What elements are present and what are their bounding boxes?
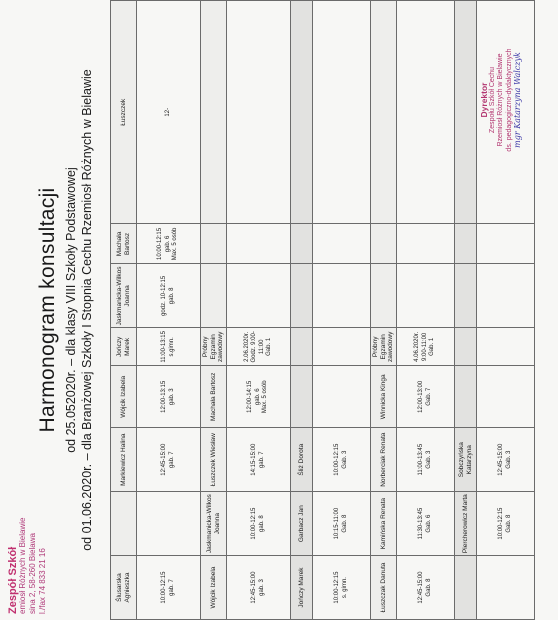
teacher-name-cell: Próbny Egzamin zawodowy (201, 328, 227, 366)
table-row (313, 1, 371, 620)
teacher-name-cell (455, 328, 477, 366)
teacher-name-cell: Jaskmanicka-Wilkos Joanna (111, 264, 137, 328)
teacher-name-cell: Garbacz Jan (291, 492, 313, 556)
director-stamp (480, 20, 523, 180)
teacher-name-cell: Śliż Dorota (291, 428, 313, 492)
schedule-cell: 12:45-15:00 Gab. 8 (397, 556, 455, 620)
schedule-cell (227, 224, 291, 264)
teacher-name-cell (455, 556, 477, 620)
schedule-cell (477, 224, 535, 264)
teacher-name-cell (455, 366, 477, 428)
teacher-name-cell (371, 264, 397, 328)
schedule-cell: 12:45-15:00 gab. 3 (227, 556, 291, 620)
schedule-cell: 11:00-13:15 s.gimn. (137, 328, 201, 366)
schedule-cell (313, 366, 371, 428)
schedule-cell: 12- (137, 1, 201, 224)
schedule-cell (477, 328, 535, 366)
schedule-cell (137, 492, 201, 556)
teacher-name-cell: Jaskmanicka-Wilkos Joanna (201, 492, 227, 556)
schedule-cell (313, 1, 371, 224)
teacher-name-cell (291, 328, 313, 366)
schedule-cell: 12:00-14:15 gab. 6 Max. 5 osób (227, 366, 291, 428)
teacher-name-cell: Piercherowicz Marta (455, 492, 477, 556)
schedule-cell: 10:00-12:15 gab. 6 Max. 5 osób (137, 224, 201, 264)
schedule-cell (227, 264, 291, 328)
schedule-cell: 12:00-13:00 Gab. 7 (397, 366, 455, 428)
table-row (227, 1, 291, 620)
teacher-name-cell: Jończy Marek (291, 556, 313, 620)
teacher-name-cell: Sobczyńska Katarzyna (455, 428, 477, 492)
teacher-name-cell (371, 1, 397, 224)
teacher-name-cell: Kamińska Renata (371, 492, 397, 556)
stamp-line-2: emiosł Różnych w Bielawie (18, 517, 27, 614)
schedule-cell: 10:00-12:15 Gab. 8 (477, 492, 535, 556)
teacher-name-cell: Jończy Marek (111, 328, 137, 366)
teacher-name-cell (455, 224, 477, 264)
schedule-cell (477, 556, 535, 620)
table-row (371, 1, 397, 620)
teacher-name-cell (291, 224, 313, 264)
table-row (397, 1, 455, 620)
schedule-cell: godz. 10-12:15 gab. 8 (137, 264, 201, 328)
table-row (455, 1, 477, 620)
schedule-table (110, 0, 535, 620)
schedule-cell: 12:45-15:00 Gab. 3 (477, 428, 535, 492)
table-row (201, 1, 227, 620)
teacher-name-cell (201, 224, 227, 264)
schedule-cell: 10:15-11:00 Gab. 8 (313, 492, 371, 556)
table-row (291, 1, 313, 620)
page-title: Harmonogram konsultacji (36, 187, 59, 433)
teacher-name-cell (291, 366, 313, 428)
teacher-name-cell (201, 1, 227, 224)
schedule-cell: 11:00-13:45 Gab. 3 (397, 428, 455, 492)
schedule-cell: 12:00-13:15 gab. 3 (137, 366, 201, 428)
schedule-cell: 10:00-12:15 gab. 7 (137, 556, 201, 620)
teacher-name-cell (455, 1, 477, 224)
teacher-name-cell: Łuszczek Wiesław (201, 428, 227, 492)
table-row (137, 1, 201, 620)
schedule-cell: 4.06.2020r. 9:00-11:00 Gab. 1 (397, 328, 455, 366)
schedule-cell: 10:00-12:15 gab. 8 (227, 492, 291, 556)
teacher-name-cell: Ślusarska Agnieszka (111, 556, 137, 620)
schedule-cell: 12:45-15:00 gab. 7 (137, 428, 201, 492)
schedule-cell (477, 264, 535, 328)
teacher-name-cell: Próbny Egzamin zawodowy (371, 328, 397, 366)
schedule-cell (397, 224, 455, 264)
schedule-cell: 10:00-12:15 s. gimn. (313, 556, 371, 620)
subtitle-vocational: od 01.06.2020r. – dla Branżowej Szkoły I Stopnia Cechu Rzemiosł Różnych w Bielawie (80, 69, 94, 551)
schedule-cell: 10:00-12:15 Gab. 3 (313, 428, 371, 492)
table-row (111, 1, 137, 620)
stamp-line-4: l./fax 74 833 21 16 (38, 548, 47, 614)
schedule-cell (313, 224, 371, 264)
teacher-name-cell (455, 264, 477, 328)
schedule-cell: 2.06.2020r. Godz. 9:00-11:00 Gab. 1 (227, 328, 291, 366)
schedule-cell (477, 366, 535, 428)
teacher-name-cell: Wójcik Izabela (201, 556, 227, 620)
teacher-name-cell: Machała Bartosz (201, 366, 227, 428)
director-role: Dyrektor (479, 82, 489, 118)
teacher-name-cell: Wójcik Izabela (111, 366, 137, 428)
director-signature: mgr Katarzyna Walczyk (513, 52, 522, 148)
schedule-cell (313, 264, 371, 328)
teacher-name-cell: Norberciak Renata (371, 428, 397, 492)
teacher-name-cell (111, 492, 137, 556)
subtitle-primary: od 25.052020r. – dla klasy VIII Szkoły Podstawowej (64, 167, 78, 453)
teacher-name-cell: Winnicka Kinga (371, 366, 397, 428)
stamp-line-3: sina 2, 58-260 Bielawa (28, 533, 37, 614)
teacher-name-cell (201, 264, 227, 328)
schedule-cell (397, 264, 455, 328)
director-line-1: Zespołu Szkół Cechu (488, 66, 496, 134)
schedule-cell: 11:30-13:45 Gab. 6 (397, 492, 455, 556)
stamp-line-1: Zespół Szkół (7, 546, 19, 614)
teacher-name-cell: Markiewicz Halina (111, 428, 137, 492)
schedule-cell (227, 1, 291, 224)
teacher-name-cell (291, 1, 313, 224)
director-line-3: ds. pedagogiczno-dydaktycznych (505, 48, 513, 152)
teacher-name-cell: Łuszczek (111, 1, 137, 224)
teacher-name-cell: Łuszczak Danuta (371, 556, 397, 620)
director-line-2: Rzemiosł Różnych w Bielawie (497, 53, 504, 147)
teacher-name-cell (371, 224, 397, 264)
schedule-cell (397, 1, 455, 224)
schedule-cell (313, 328, 371, 366)
schedule-cell: 14:15-15:00 gab. 7 (227, 428, 291, 492)
schedule-body (111, 1, 535, 620)
teacher-name-cell: Machała Bartosz (111, 224, 137, 264)
teacher-name-cell (291, 264, 313, 328)
